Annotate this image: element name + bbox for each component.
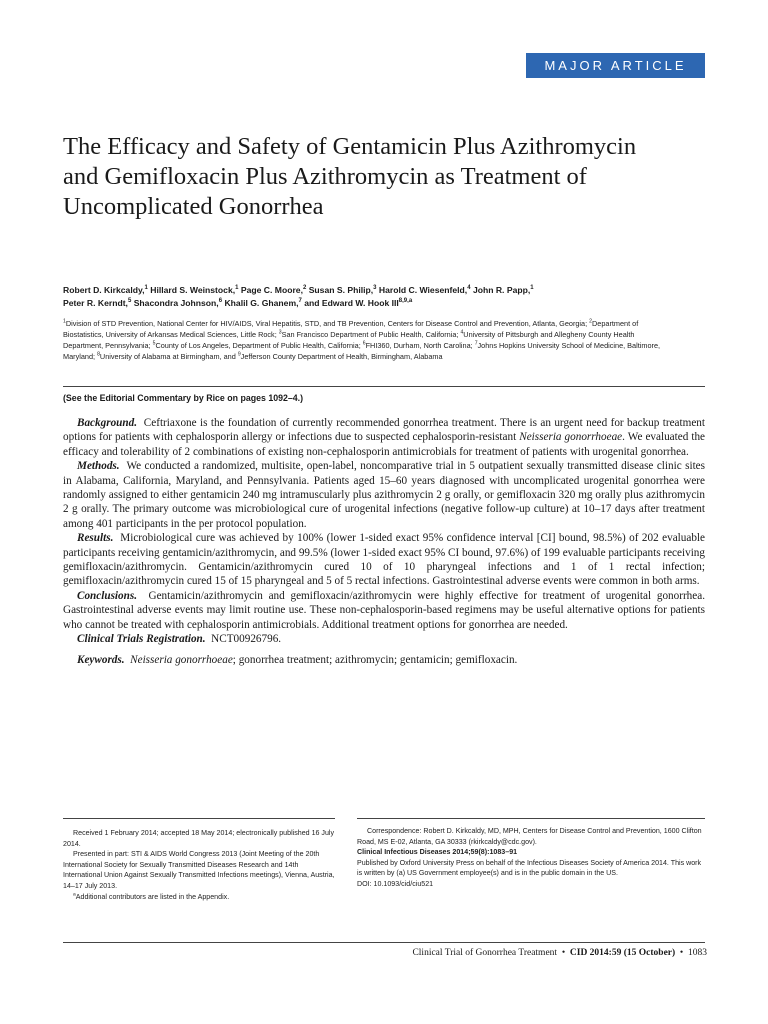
abstract-results: Results. Microbiological cure was achieved by 100% (lower 1-sided exact 95% confidence interval [CI] bound, 98.5%) of 202 evaluable participants receiving gentamicin/azithromycin, and 99.5% (lower 1-sided exact 95% CI bound, 97.6%) of 199 evaluable participants receiving gemifloxacin/azithromycin. Gentamicin/azithromycin cured 10 of 10 pharyngeal infections and 1 of 1 rectal infection; gemifloxacin/azithromycin cured 15 of 15 pharyngeal and 5 of 5 rectal infections. Gastrointestinal adverse events were common in both arms. xyxy=(63,532,706,588)
abstract-background: Background. Ceftriaxone is the foundation of currently recommended gonorrhea treatment. There is an urgent need for backup treatment options for patients with cephalosporin allergy or infections due to suspected cephalosporin-resistant Neisseria gonorrhoeae. We evaluated the efficacy and tolerability of 2 combinations of existing non-cephalosporin antimicrobials for treatment of patients with urogenital gonorrhea. xyxy=(63,417,706,458)
presented-note: Presented in part: STI & AIDS World Congress 2013 (Joint Meeting of the 20th International Society for Sexually Transmitted Diseases Research and 14th International Union Against Sexually Transmitted Infections meetings), Vienna, Austria, 14–17 July 2013. xyxy=(63,850,335,890)
author: Shacondra Johnson,$^6$ xyxy=(133,298,223,308)
page-number: 1083 xyxy=(688,948,707,958)
author-list xyxy=(63,284,663,310)
publisher-note: Published by Oxford University Press on behalf of the Infectious Diseases Society of America 2014. This work is written by (a) US Government employee(s) and is in the public domain in the US. xyxy=(357,858,702,878)
footnote-divider-left xyxy=(63,818,335,819)
correspondence: Correspondence: Robert D. Kirkcaldy, MD, MPH, Centers for Disease Control and Prevention, 1600 Clifton Road, MS E-02, Atlanta, GA 30333 (rkirkcaldy@cdc.gov). xyxy=(357,827,702,846)
page-footer xyxy=(412,948,707,958)
author-line-2 xyxy=(63,297,663,310)
abstract-registration: Clinical Trials Registration. NCT00926796. xyxy=(77,633,282,646)
journal-issue: CID 2014:59 (15 October) xyxy=(569,948,676,958)
author: Peter R. Kerndt,$^5$ xyxy=(63,298,132,308)
author: Hillard S. Weinstock,$^1$ xyxy=(150,285,239,295)
author-line-1 xyxy=(63,284,663,297)
author: Page C. Moore,$^2$ xyxy=(240,285,307,295)
doi: DOI: 10.1093/cid/ciu521 xyxy=(357,879,434,888)
journal-citation: Clinical Infectious Diseases 2014;59(8):1083–91 xyxy=(357,848,518,857)
author: and Edward W. Hook III$^{8,9,a}$ xyxy=(304,298,413,308)
article-type-badge: MAJOR ARTICLE xyxy=(526,53,705,78)
divider xyxy=(63,386,705,387)
running-title: Clinical Trial of Gonorrhea Treatment xyxy=(412,948,558,958)
affiliations: $^1$Division of STD Prevention, National Center for HIV/AIDS, Viral Hepatitis, STD, and TB Prevention, Centers for Disease Control and Prevention, Atlanta, Georgia; $^2$Department of Biostatistics, University of Arkansas Medical Sciences, Little Rock; $^3$San Francisco Department of Public Health, California; $^4$University of Pittsburgh and Allegheny County Health Department, Pennsylvania; $^5$County of Los Angeles, Department of Public Health, California; $^6$FHI360, Durham, North Carolina; $^7$Johns Hopkins University School of Medicine, Baltimore, Maryland; $^8$University of Alabama at Birmingham, and $^9$Jefferson County Department of Health, Birmingham, Alabama xyxy=(63,318,661,361)
footer-separator: • xyxy=(679,948,684,958)
footer-separator: • xyxy=(561,948,566,958)
author: Harold C. Wiesenfeld,$^4$ xyxy=(378,285,471,295)
author: Khalil G. Ghanem,$^7$ xyxy=(224,298,302,308)
author: John R. Papp,$^1$ xyxy=(472,285,534,295)
abstract-conclusions: Conclusions. Gentamicin/azithromycin and gemifloxacin/azithromycin were highly effective for treatment of urogenital gonorrhea. Gastrointestinal adverse events may limit routine use. These non-cephalosporin-based regimens may be useful alternative options for patients who cannot be treated with cephalosporin antimicrobials. Additional treatment options for gonorrhea are needed. xyxy=(63,589,705,631)
footer-divider xyxy=(63,942,705,943)
abstract xyxy=(63,416,705,667)
author: Robert D. Kirkcaldy,$^1$ xyxy=(63,285,148,295)
footnotes-left xyxy=(63,828,335,902)
editorial-commentary-note: (See the Editorial Commentary by Rice on pages 1092–4.) xyxy=(63,393,304,403)
author: Susan S. Philip,$^3$ xyxy=(308,285,377,295)
footnotes-right xyxy=(357,826,707,890)
received-dates: Received 1 February 2014; accepted 18 May 2014; electronically published 16 July 2014. xyxy=(63,829,335,848)
footnote-divider-right xyxy=(357,818,705,819)
article-title: The Efficacy and Safety of Gentamicin Plus Azithromycin and Gemifloxacin Plus Azithromycin as Treatment of Uncomplicated Gonorrhea xyxy=(63,133,637,220)
additional-contributors-note: $^a$Additional contributors are listed in the Appendix. xyxy=(73,892,230,901)
abstract-keywords: Keywords. Neisseria gonorrhoeae; gonorrhea treatment; azithromycin; gentamicin; gemifloxacin. xyxy=(77,653,518,666)
abstract-methods: Methods. We conducted a randomized, multisite, open-label, noncomparative trial in 5 outpatient sexually transmitted disease clinic sites in Alabama, California, Maryland, and Pennsylvania. Patients aged 15–60 years diagnosed with uncomplicated urogenital gonorrhea were randomly assigned to either gentamicin 240 mg intramuscularly plus azithromycin 2 g orally, or gemifloxacin 320 mg orally plus azithromycin 2 g orally. The primary outcome was microbiological cure of urogenital infections (negative follow-up culture) at 10–17 days after treatment among 401 participants in the per protocol population. xyxy=(63,460,706,530)
